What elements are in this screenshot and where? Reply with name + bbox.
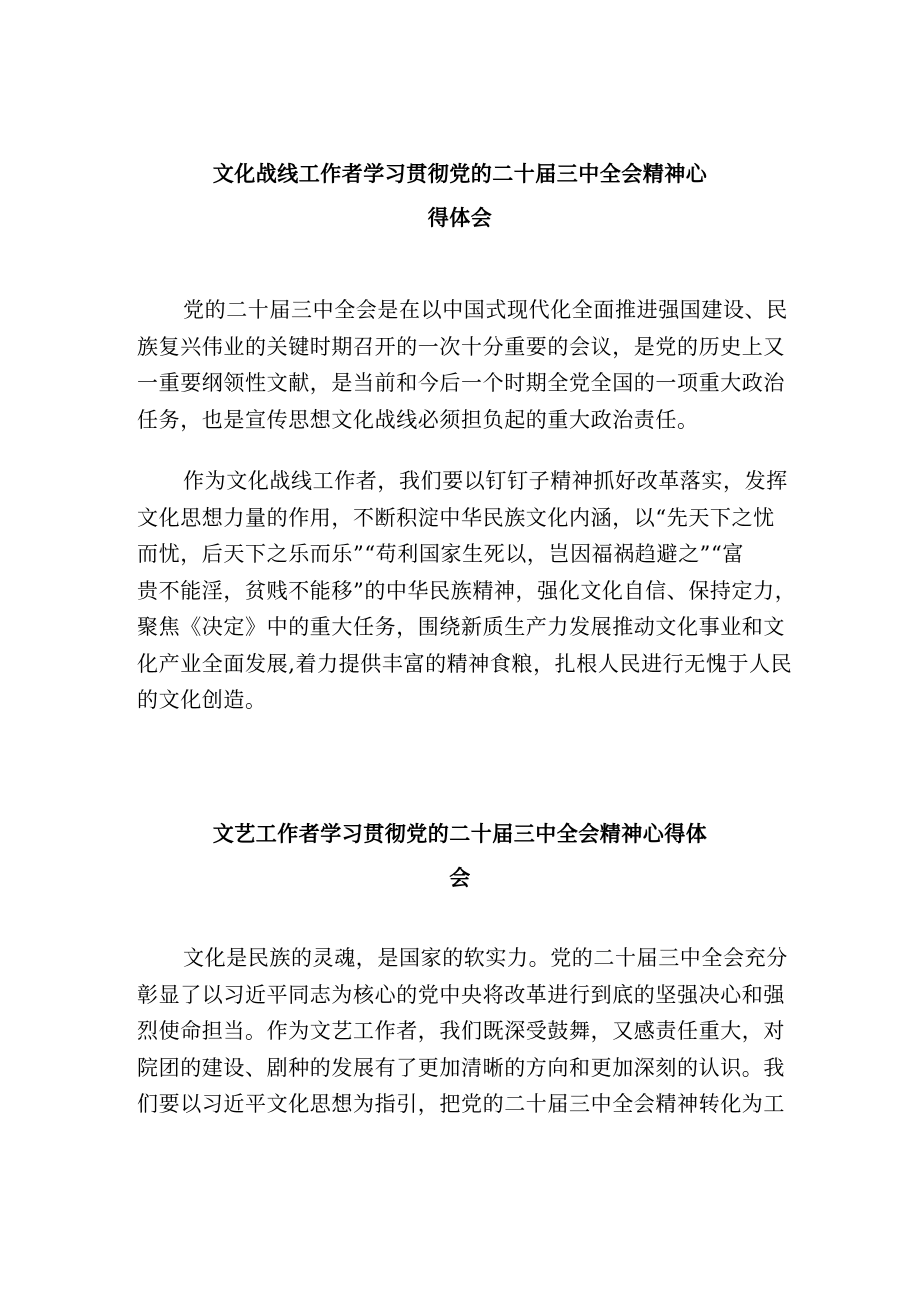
paragraph-line: 作为文化战线工作者，我们要以钉钉子精神抓好改革落实，发挥 [183, 469, 788, 493]
section-2-paragraph-1 [137, 940, 793, 1123]
paragraph-line: 文化思想力量的作用，不断积淀中华民族文化内涵，以“先天下之忧 [137, 505, 775, 530]
section-1-paragraph-1 [137, 292, 793, 438]
paragraph-line: 贵不能淫，贫贱不能移”的中华民族精神，强化文化自信、保持定力， [137, 578, 797, 603]
section-2-title [0, 812, 920, 900]
paragraph-line: 文化是民族的灵魂，是国家的软实力。党的二十届三中全会充分 [183, 946, 788, 970]
paragraph-line: 聚焦《决定》中的重大任务，围绕新质生产力发展推动文化事业和文 [137, 615, 785, 639]
section-2-title-line: 会 [449, 866, 471, 890]
paragraph-line: 而忧，后天下之乐而乐”“苟利国家生死以，岂因福祸趋避之”“富 [137, 542, 744, 566]
paragraph-line: 任务，也是宣传思想文化战线必须担负起的重大政治责任。 [137, 407, 699, 432]
section-1-paragraph-2 [137, 463, 797, 719]
paragraph-line: 院团的建设、剧种的发展有了更加清晰的方向和更加深刻的认识。我 [137, 1055, 785, 1080]
section-1-title [0, 152, 920, 240]
paragraph-line: 一重要纲领性文献，是当前和今后一个时期全党全国的一项重大政治 [137, 371, 785, 395]
paragraph-line: 党的二十届三中全会是在以中国式现代化全面推进强国建设、民 [183, 298, 788, 322]
section-1-title-line: 得体会 [427, 206, 493, 230]
paragraph-line: 彰显了以习近平同志为核心的党中央将改革进行到底的坚强决心和强 [137, 982, 785, 1007]
paragraph-line: 们要以习近平文化思想为指引，把党的二十届三中全会精神转化为工 [137, 1092, 785, 1116]
paragraph-line: 化产业全面发展,着力提供丰富的精神食粮，扎根人民进行无愧于人民 [137, 651, 793, 676]
section-2-title-line: 文艺工作者学习贯彻党的二十届三中全会精神心得体 [212, 822, 708, 846]
paragraph-line: 族复兴伟业的关键时期召开的一次十分重要的会议，是党的历史上又 [137, 334, 785, 359]
section-1-title-line: 文化战线工作者学习贯彻党的二十届三中全会精神心 [212, 162, 708, 186]
paragraph-line: 烈使命担当。作为文艺工作者，我们既深受鼓舞，又感责任重大，对 [137, 1019, 785, 1043]
paragraph-line: 的文化创造。 [137, 688, 267, 712]
